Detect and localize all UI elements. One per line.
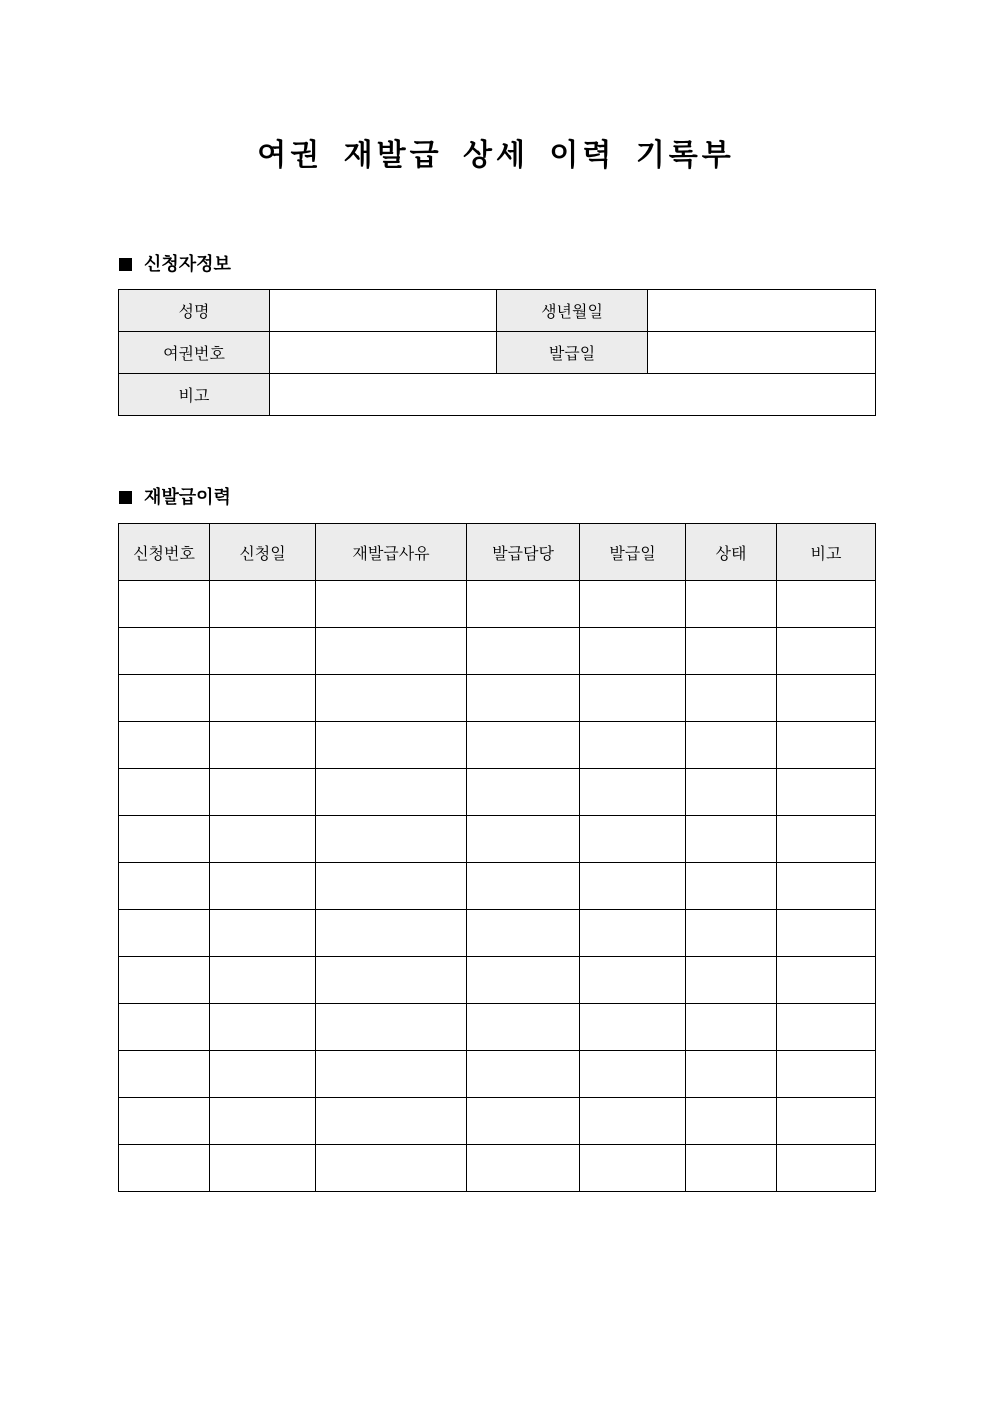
table-row <box>119 910 876 957</box>
birth-date-label: 생년월일 <box>497 290 648 332</box>
remarks-label: 비고 <box>119 374 270 416</box>
table-cell[interactable] <box>580 910 686 957</box>
applicant-info-table <box>118 289 876 416</box>
table-cell[interactable] <box>777 1051 876 1098</box>
table-cell[interactable] <box>580 1098 686 1145</box>
table-cell[interactable] <box>210 675 316 722</box>
table-cell[interactable] <box>467 675 580 722</box>
table-cell[interactable] <box>119 1051 210 1098</box>
table-cell[interactable] <box>777 957 876 1004</box>
table-cell[interactable] <box>686 1051 777 1098</box>
table-cell[interactable] <box>467 957 580 1004</box>
table-cell[interactable] <box>686 769 777 816</box>
table-row <box>119 769 876 816</box>
table-cell[interactable] <box>316 1145 467 1192</box>
table-cell[interactable] <box>467 1051 580 1098</box>
table-cell[interactable] <box>580 581 686 628</box>
table-cell[interactable] <box>210 628 316 675</box>
table-cell[interactable] <box>467 722 580 769</box>
history-section-heading <box>119 487 231 509</box>
table-cell[interactable] <box>686 581 777 628</box>
table-cell[interactable] <box>686 863 777 910</box>
table-cell[interactable] <box>316 1098 467 1145</box>
table-cell[interactable] <box>210 722 316 769</box>
square-bullet-icon <box>119 258 132 271</box>
table-cell[interactable] <box>777 1004 876 1051</box>
table-cell[interactable] <box>686 910 777 957</box>
table-cell[interactable] <box>467 910 580 957</box>
table-cell[interactable] <box>467 581 580 628</box>
column-header-application-date: 신청일 <box>210 524 316 581</box>
table-cell[interactable] <box>316 910 467 957</box>
table-cell[interactable] <box>580 628 686 675</box>
table-cell[interactable] <box>686 957 777 1004</box>
applicant-section-title: 신청자정보 <box>144 254 231 275</box>
issue-date-label: 발급일 <box>497 332 648 374</box>
history-table-body <box>119 581 876 1192</box>
table-cell[interactable] <box>119 1145 210 1192</box>
column-header-remarks: 비고 <box>777 524 876 581</box>
remarks-field[interactable] <box>270 374 876 416</box>
table-row <box>119 957 876 1004</box>
column-header-application-number: 신청번호 <box>119 524 210 581</box>
column-header-issuing-officer: 발급담당 <box>467 524 580 581</box>
table-cell[interactable] <box>686 675 777 722</box>
table-cell[interactable] <box>119 581 210 628</box>
table-cell[interactable] <box>316 769 467 816</box>
passport-number-label: 여권번호 <box>119 332 270 374</box>
table-cell[interactable] <box>210 957 316 1004</box>
table-cell[interactable] <box>316 628 467 675</box>
table-cell[interactable] <box>467 1004 580 1051</box>
table-cell[interactable] <box>580 1145 686 1192</box>
document-title: 여권 재발급 상세 이력 기록부 <box>257 138 735 173</box>
table-cell[interactable] <box>467 816 580 863</box>
table-cell[interactable] <box>777 910 876 957</box>
table-cell[interactable] <box>119 628 210 675</box>
table-cell[interactable] <box>316 675 467 722</box>
table-cell[interactable] <box>686 628 777 675</box>
table-row <box>119 863 876 910</box>
history-section-title: 재발급이력 <box>144 487 231 508</box>
table-cell[interactable] <box>580 722 686 769</box>
table-cell[interactable] <box>777 628 876 675</box>
table-cell[interactable] <box>777 1098 876 1145</box>
column-header-status: 상태 <box>686 524 777 581</box>
table-row <box>119 628 876 675</box>
table-row <box>119 1004 876 1051</box>
table-cell[interactable] <box>686 816 777 863</box>
table-cell[interactable] <box>467 628 580 675</box>
table-cell[interactable] <box>777 816 876 863</box>
table-cell[interactable] <box>210 1098 316 1145</box>
table-cell[interactable] <box>686 1004 777 1051</box>
table-cell[interactable] <box>580 1004 686 1051</box>
table-cell[interactable] <box>119 769 210 816</box>
issue-date-field[interactable] <box>648 332 876 374</box>
table-cell[interactable] <box>210 816 316 863</box>
table-header-row <box>119 524 876 581</box>
table-cell[interactable] <box>580 957 686 1004</box>
table-row <box>119 675 876 722</box>
table-cell[interactable] <box>777 722 876 769</box>
table-row <box>119 581 876 628</box>
column-header-reissue-reason: 재발급사유 <box>316 524 467 581</box>
table-cell[interactable] <box>119 863 210 910</box>
table-cell[interactable] <box>467 863 580 910</box>
table-cell[interactable] <box>119 910 210 957</box>
table-cell[interactable] <box>467 1098 580 1145</box>
table-cell[interactable] <box>316 1051 467 1098</box>
reissue-history-table <box>118 523 876 1192</box>
passport-number-field[interactable] <box>270 332 497 374</box>
table-cell[interactable] <box>119 722 210 769</box>
table-cell[interactable] <box>777 863 876 910</box>
table-cell[interactable] <box>580 816 686 863</box>
table-cell[interactable] <box>119 675 210 722</box>
table-cell[interactable] <box>316 1004 467 1051</box>
table-row <box>119 816 876 863</box>
table-cell[interactable] <box>210 1051 316 1098</box>
table-cell[interactable] <box>316 581 467 628</box>
table-cell[interactable] <box>686 722 777 769</box>
birth-date-field[interactable] <box>648 290 876 332</box>
table-cell[interactable] <box>119 816 210 863</box>
table-cell[interactable] <box>580 769 686 816</box>
table-cell[interactable] <box>210 1145 316 1192</box>
table-cell[interactable] <box>316 863 467 910</box>
table-cell[interactable] <box>580 1051 686 1098</box>
table-cell[interactable] <box>467 1145 580 1192</box>
table-cell[interactable] <box>119 1004 210 1051</box>
table-cell[interactable] <box>210 863 316 910</box>
table-cell[interactable] <box>777 675 876 722</box>
table-row <box>119 722 876 769</box>
name-label: 성명 <box>119 290 270 332</box>
table-row <box>119 1098 876 1145</box>
table-cell[interactable] <box>210 910 316 957</box>
table-cell[interactable] <box>777 769 876 816</box>
table-cell[interactable] <box>316 957 467 1004</box>
table-cell[interactable] <box>316 816 467 863</box>
table-cell[interactable] <box>119 1098 210 1145</box>
table-cell[interactable] <box>210 769 316 816</box>
table-cell[interactable] <box>580 675 686 722</box>
table-cell[interactable] <box>316 722 467 769</box>
table-cell[interactable] <box>777 581 876 628</box>
table-cell[interactable] <box>210 581 316 628</box>
table-cell[interactable] <box>580 863 686 910</box>
applicant-section-heading <box>119 254 231 276</box>
table-row <box>119 1051 876 1098</box>
table-cell[interactable] <box>467 769 580 816</box>
column-header-issue-date: 발급일 <box>580 524 686 581</box>
table-row <box>119 1145 876 1192</box>
table-cell[interactable] <box>210 1004 316 1051</box>
table-cell[interactable] <box>686 1098 777 1145</box>
name-field[interactable] <box>270 290 497 332</box>
table-cell[interactable] <box>686 1145 777 1192</box>
table-cell[interactable] <box>777 1145 876 1192</box>
table-cell[interactable] <box>119 957 210 1004</box>
square-bullet-icon <box>119 491 132 504</box>
